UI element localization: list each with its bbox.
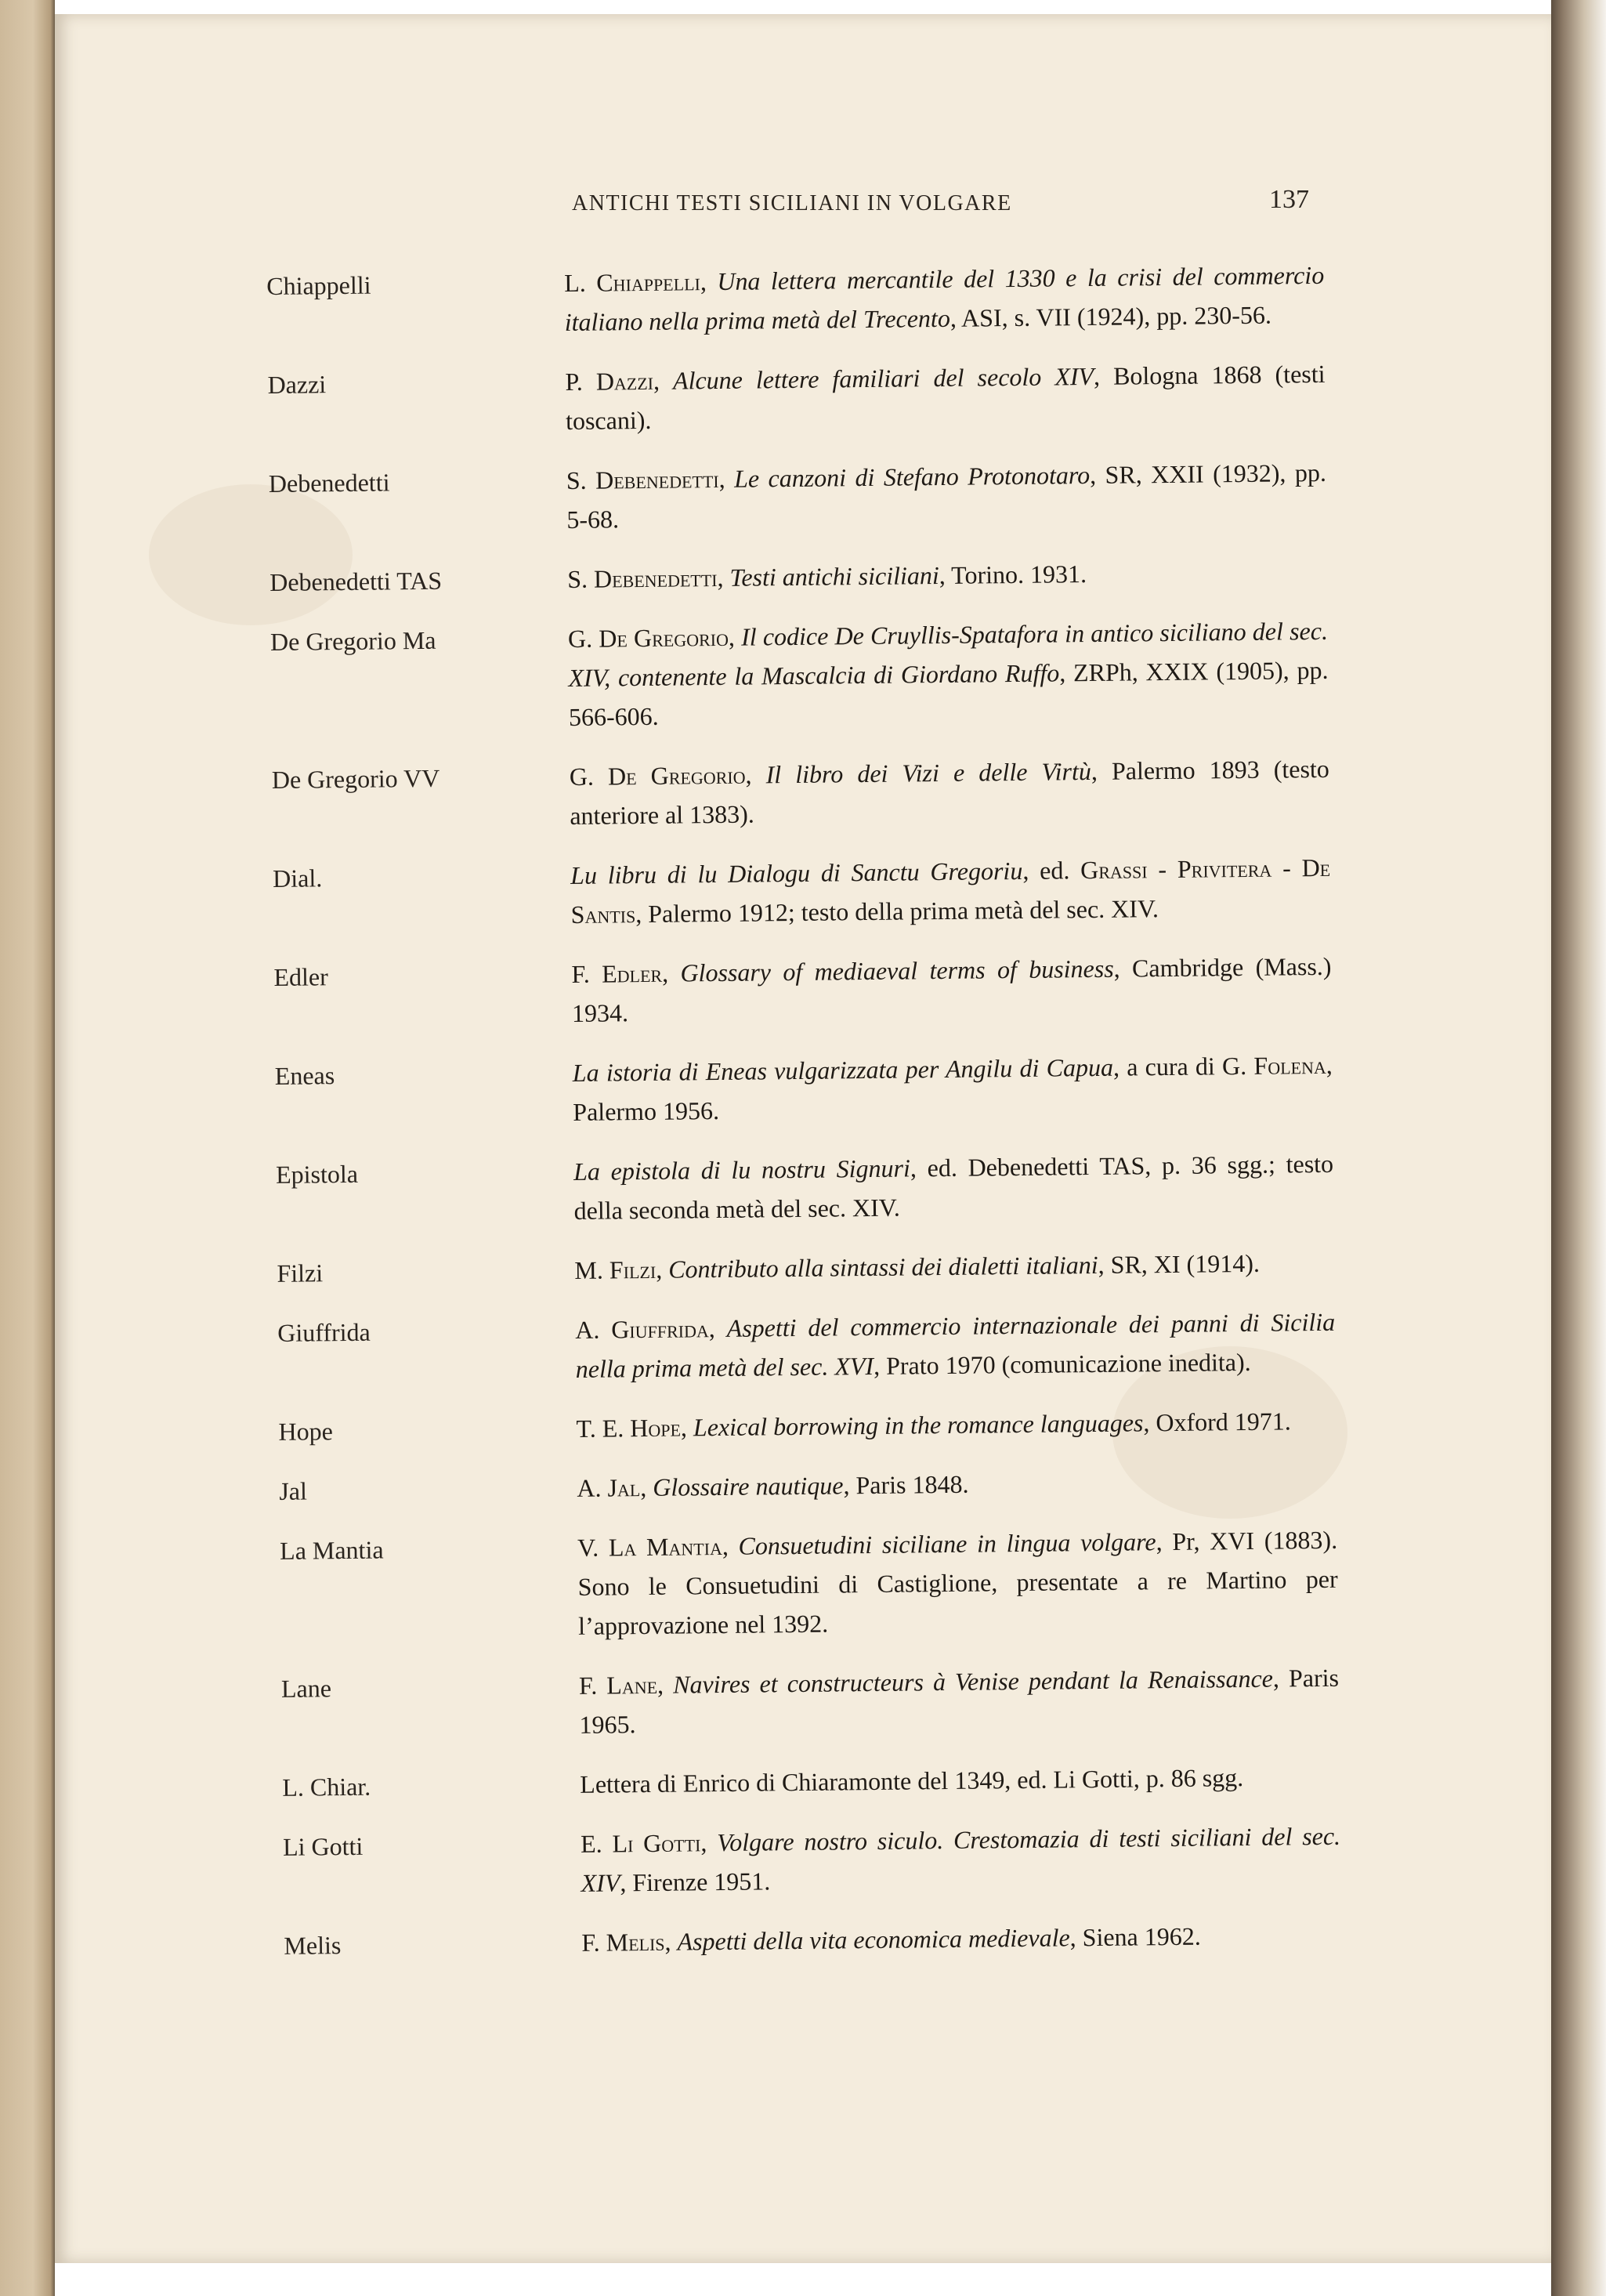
entry-reference: [574, 1243, 1334, 1290]
reference-text: , Siena 1962.: [1069, 1921, 1201, 1952]
reference-text: ,: [640, 1472, 653, 1502]
reference-text: ,: [718, 464, 735, 493]
entry-reference: [577, 1520, 1339, 1646]
bibliography-entry: [273, 947, 1332, 1036]
entry-abbreviation: De Gregorio VV: [271, 763, 440, 794]
reference-text: , ZRPh, XXIX (1905), pp. 566-606.: [568, 655, 1329, 731]
entry-abbreviation: Jal: [279, 1476, 308, 1505]
reference-text: , ed. Debenedetti TAS, p. 36 sgg.; testo della seconda metà del sec. XIV.: [573, 1149, 1334, 1225]
reference-title: Il codice De Cruyllis-Spatafora in antico siciliano del sec. XIV, contenente la Mascalcia di Giordano Ruffo: [568, 616, 1329, 692]
author-name: Debenedetti: [593, 563, 718, 593]
entry-reference: [579, 1658, 1340, 1744]
bibliography-entry: [281, 1658, 1340, 1747]
entry-abbreviation: Edler: [273, 962, 328, 991]
entry-abbreviation: Melis: [284, 1931, 342, 1960]
entry-reference: [567, 552, 1327, 599]
entry-abbreviation: Dial.: [272, 864, 323, 893]
author-name: Grassi - Privitera: [1080, 853, 1272, 885]
reference-title: La epistola di lu nostru Signuri: [573, 1153, 911, 1186]
entry-reference: [573, 1045, 1333, 1132]
bibliography-entry: [282, 1757, 1340, 1807]
entry-abbreviation: Li Gotti: [282, 1831, 364, 1861]
bibliography-entry: [277, 1302, 1336, 1392]
author-name: Chiappelli: [596, 267, 701, 297]
reference-text: ,: [657, 1670, 674, 1699]
reference-title: Il libro dei Vizi e delle Virtù: [765, 757, 1092, 789]
entry-reference: [565, 354, 1326, 440]
reference-title: Volgare nostro siculo. Crestomazia di testi siciliani del sec. XIV: [581, 1821, 1341, 1897]
reference-text: ,: [680, 1413, 694, 1442]
bibliography-entry: [270, 611, 1329, 740]
bibliography-entry: [273, 848, 1331, 937]
entry-abbreviation: La Mantia: [279, 1535, 384, 1565]
reference-text: V.: [577, 1533, 609, 1562]
reference-text: ,: [717, 563, 730, 592]
entry-abbreviation: De Gregorio Ma: [269, 625, 436, 656]
page-number: 137: [1269, 185, 1309, 214]
bibliography-entry: [284, 1915, 1341, 1965]
bibliography-entry: [277, 1243, 1334, 1293]
bibliography-list: [266, 255, 1342, 1986]
reference-title: Consuetudini siciliane in lingua volgare: [738, 1527, 1156, 1560]
bibliography-entry: [279, 1461, 1337, 1511]
entry-reference: [573, 1144, 1334, 1230]
reference-text: ,: [745, 760, 766, 789]
reference-title: Aspetti della vita economica medievale: [677, 1923, 1070, 1956]
entry-reference: [577, 1461, 1337, 1508]
entry-abbreviation: Debenedetti TAS: [269, 566, 443, 596]
reference-text: ,: [653, 366, 674, 395]
author-name: Edler: [601, 958, 663, 988]
reference-text: F.: [581, 1928, 606, 1957]
entry-abbreviation: Hope: [278, 1417, 334, 1446]
author-name: Hope: [630, 1413, 682, 1443]
reference-text: ,: [700, 1828, 718, 1857]
entry-reference: [570, 848, 1331, 934]
reference-text: , Palermo 1956.: [573, 1050, 1333, 1126]
bibliography-entry: [278, 1401, 1336, 1451]
reference-text: , Paris 1848.: [843, 1469, 969, 1500]
reference-text: M.: [574, 1255, 610, 1284]
reference-text: T. E.: [576, 1414, 631, 1443]
entry-reference: [581, 1816, 1341, 1903]
reference-text: F.: [571, 959, 602, 988]
reference-text: P.: [565, 367, 597, 397]
entry-abbreviation: Filzi: [277, 1258, 324, 1287]
author-name: Debenedetti: [595, 464, 719, 494]
author-name: De Santis: [570, 853, 1331, 929]
reference-title: Aspetti del commercio internazionale dei panni di Sicilia nella prima metà del sec. XVI: [575, 1307, 1336, 1383]
reference-text: E.: [580, 1829, 613, 1858]
reference-text: S.: [567, 564, 595, 593]
reference-title: Glossary of mediaeval terms of business: [680, 954, 1114, 987]
reference-title: Lexical borrowing in the romance languages: [693, 1408, 1144, 1442]
reference-text: L.: [564, 268, 597, 298]
reference-text: S.: [566, 465, 596, 495]
author-name: Jal: [607, 1473, 641, 1502]
reference-text: , a cura di G.: [1112, 1051, 1254, 1081]
reference-text: ,: [700, 266, 718, 296]
author-name: Filzi: [609, 1255, 657, 1284]
running-head: ANTICHI TESTI SICILIANI IN VOLGARE: [572, 191, 1012, 215]
entry-reference: [571, 947, 1332, 1033]
bibliography-entry: [266, 255, 1325, 345]
entry-reference: [576, 1401, 1336, 1448]
reference-text: ,: [728, 622, 742, 651]
reference-text: , Firenze 1951.: [620, 1867, 771, 1897]
reference-text: , Cambridge (Mass.) 1934.: [571, 951, 1332, 1027]
bibliography-entry: [283, 1816, 1341, 1906]
reference-text: , Palermo 1893 (testo anteriore al 1383).: [570, 754, 1330, 830]
entry-abbreviation: Giuffrida: [277, 1317, 371, 1347]
bibliography-entry: [280, 1520, 1338, 1649]
entry-reference: [581, 1915, 1341, 1962]
reference-text: , SR, XXII (1932), pp. 5-68.: [566, 458, 1327, 534]
scan-right-edge: [1551, 0, 1606, 2296]
scan-left-edge: [0, 0, 55, 2296]
reference-title: Lu libru di lu Dialogu di Sanctu Gregoriu: [570, 856, 1023, 889]
reference-title: Contributo alla sintassi dei dialetti italiani: [668, 1250, 1098, 1284]
reference-text: ,: [708, 1313, 727, 1343]
reference-text: , ASI, s. VII (1924), pp. 230-56.: [949, 300, 1272, 332]
reference-text: , SR, XI (1914).: [1098, 1248, 1261, 1279]
reference-title: Una lettera mercantile del 1330 e la crisi del commercio italiano nella prima metà del Trecento: [564, 260, 1325, 337]
bibliography-entry: [267, 354, 1326, 444]
entry-abbreviation: Epistola: [275, 1159, 359, 1189]
reference-text: A.: [577, 1473, 608, 1502]
reference-text: , ed.: [1022, 856, 1081, 885]
reference-text: G.: [567, 624, 599, 653]
entry-abbreviation: Lane: [280, 1674, 332, 1703]
entry-abbreviation: Eneas: [274, 1061, 335, 1090]
bibliography-entry: [276, 1144, 1334, 1233]
author-name: Melis: [606, 1927, 665, 1957]
entry-reference: [580, 1757, 1340, 1804]
reference-text: , Prato 1970 (comunicazione inedita).: [873, 1347, 1251, 1380]
author-name: Dazzi: [595, 366, 654, 396]
author-name: Giuffrida: [611, 1314, 709, 1344]
reference-text: G.: [569, 762, 609, 791]
reference-text: , Palermo 1912; testo della prima metà del sec. XIV.: [635, 894, 1159, 929]
entry-reference: [566, 453, 1327, 539]
entry-reference: [570, 749, 1330, 835]
bibliography-entry: [269, 453, 1327, 542]
entry-abbreviation: Dazzi: [267, 370, 327, 399]
author-name: De Gregorio: [607, 760, 746, 791]
author-name: La Mantia: [608, 1531, 723, 1562]
reference-text: ,: [656, 1255, 669, 1284]
reference-text: , Oxford 1971.: [1143, 1407, 1291, 1437]
reference-text: , Paris 1965.: [579, 1663, 1340, 1739]
entry-reference: [564, 255, 1325, 342]
bibliography-entry: [272, 749, 1330, 838]
reference-text: -: [1271, 853, 1302, 882]
reference-title: Alcune lettere familiari del secolo XIV: [672, 361, 1094, 395]
reference-text: , Pr, XVI (1883). Sono le Consuetudini di Castiglione, presentate a re Martino per l’approvazione nel 1392.: [577, 1525, 1338, 1640]
reference-text: A.: [575, 1315, 612, 1344]
entry-reference: [568, 611, 1329, 737]
bibliography-entry: [269, 552, 1327, 602]
author-name: Lane: [606, 1670, 658, 1700]
reference-title: Testi antichi siciliani: [729, 561, 939, 592]
reference-text: , Bologna 1868 (testi toscani).: [565, 359, 1326, 436]
entry-abbreviation: Debenedetti: [268, 468, 390, 498]
bibliography-entry: [275, 1045, 1333, 1135]
author-name: Li Gotti: [612, 1828, 701, 1858]
reference-text: ,: [722, 1531, 739, 1560]
entry-reference: [575, 1302, 1336, 1389]
entry-abbreviation: Chiappelli: [266, 270, 371, 300]
reference-text: F.: [578, 1671, 607, 1700]
reference-title: Le canzoni di Stefano Protonotaro: [733, 461, 1091, 493]
reference-text: Lettera di Enrico di Chiaramonte del 1349, ed. Li Gotti, p. 86 sgg.: [580, 1763, 1244, 1798]
reference-text: , Torino. 1931.: [939, 560, 1087, 590]
reference-text: ,: [661, 958, 681, 987]
entry-abbreviation: L. Chiar.: [282, 1772, 371, 1802]
reference-text: ,: [664, 1927, 678, 1956]
author-name: De Gregorio: [599, 622, 729, 653]
reference-title: Glossaire nautique: [653, 1471, 844, 1501]
reference-title: La istoria di Eneas vulgarizzata per Angilu di Capua: [572, 1052, 1114, 1087]
author-name: Folena: [1253, 1050, 1326, 1080]
reference-title: Navires et constructeurs à Venise pendant la Renaissance: [672, 1664, 1274, 1699]
